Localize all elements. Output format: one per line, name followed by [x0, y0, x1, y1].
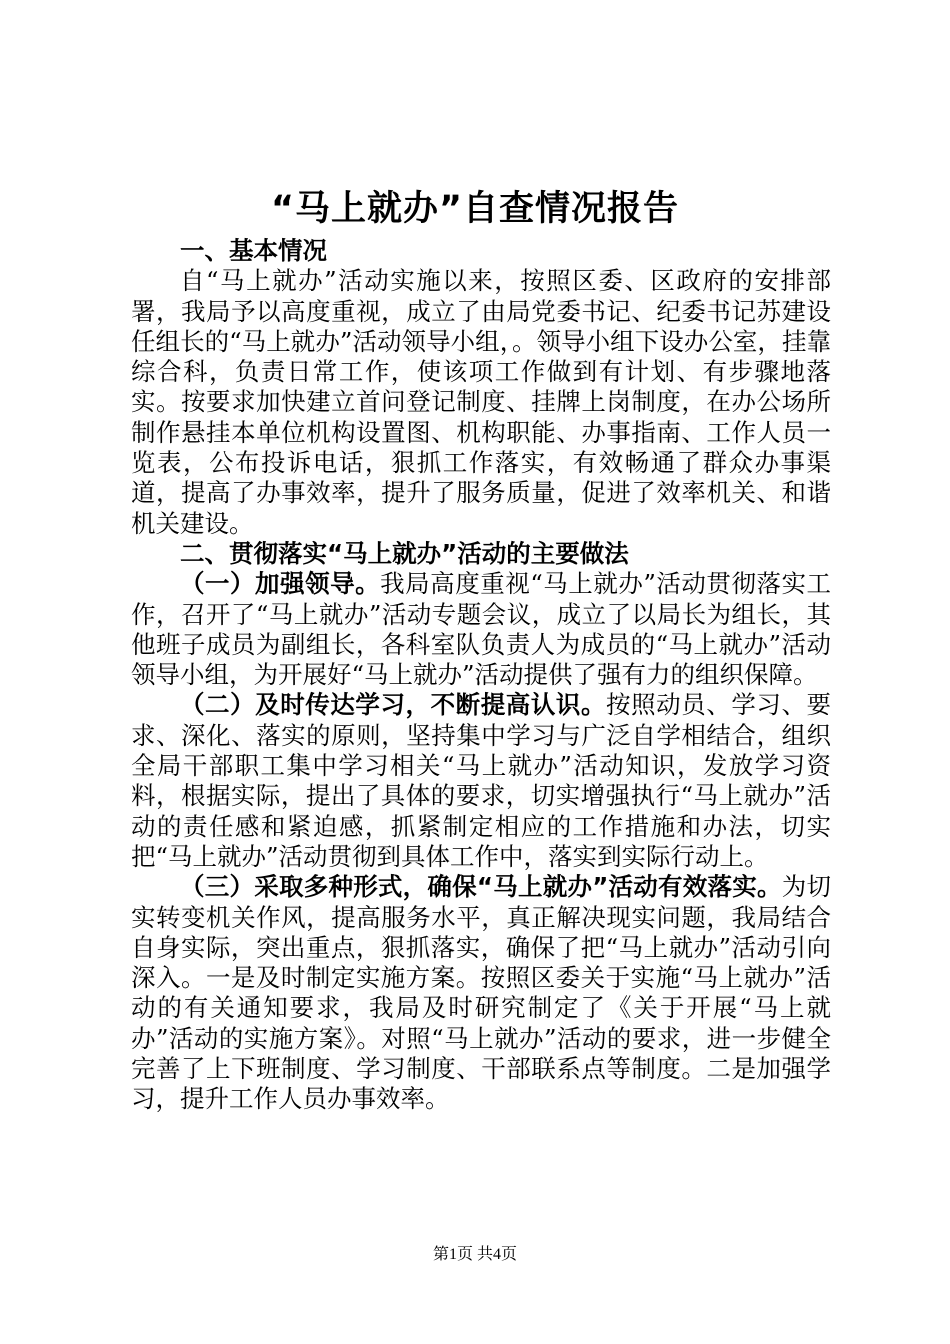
body-paragraph — [131, 266, 831, 539]
paragraph-lead: （一）加强领导。 — [180, 569, 381, 599]
document-title: “马上就办”自查情况报告 — [270, 189, 679, 229]
body-paragraph — [131, 872, 831, 1114]
section-heading: 二、贯彻落实“马上就办”活动的主要做法 — [180, 538, 629, 568]
section-heading: 一、基本情况 — [180, 236, 327, 265]
paragraph-lead: （二）及时传达学习，不断提高认识。 — [180, 690, 607, 720]
paragraph-text: 我局高度重视“马上就办”活动贯彻落实工作，召开了“马上就办”活动专题会议，成立了以局长为组长，其他班子成员为副组长，各科室队负责人为成员的“马上就办”活动领导小组，为开展好“马上就办”活动提供了强有力的组织保障。 — [131, 569, 831, 690]
document-body — [131, 236, 831, 1115]
body-paragraph — [131, 690, 831, 872]
paragraph-lead: （三）采取多种形式，确保“马上就办”活动有效落实。 — [180, 872, 782, 902]
body-paragraph — [131, 569, 831, 690]
paragraph-text: 自“马上就办”活动实施以来，按照区委、区政府的安排部署，我局予以高度重视，成立了由局党委书记、纪委书记苏建设任组长的“马上就办”活动领导小组，。领导小组下设办公室，挂靠综合科，负责日常工作，使该项工作做到有计划、有步骤地落实。按要求加快建立首问登记制度、挂牌上岗制度，在办公场所制作悬挂本单位机构设置图、机构职能、办事指南、工作人员一览表，公布投诉电话，狠抓工作落实，有效畅通了群众办事渠道，提高了办事效率，提升了服务质量，促进了效率机关、和谐机关建设。 — [131, 266, 831, 538]
page-footer: 第1页 共4页 — [432, 1246, 517, 1263]
paragraph-text: 按照动员、学习、要求、深化、落实的原则，坚持集中学习与广泛自学相结合，组织全局干部职工集中学习相关“马上就办”活动知识，发放学习资料，根据实际，提出了具体的要求，切实增强执行“马上就办”活动的责任感和紧迫感，抓紧制定相应的工作措施和办法，切实把“马上就办”活动贯彻到具体工作中，落实到实际行动上。 — [131, 690, 832, 871]
paragraph-text: 为切实转变机关作风，提高服务水平，真正解决现实问题，我局结合自身实际，突出重点，狠抓落实，确保了把“马上就办”活动引向深入。一是及时制定实施方案。按照区委关于实施“马上就办”活动的有关通知要求，我局及时研究制定了《关于开展“马上就办”活动的实施方案》。对照“马上就办”活动的要求，进一步健全完善了上下班制度、学习制度、干部联系点等制度。二是加强学习，提升工作人员办事效率。 — [131, 872, 832, 1114]
